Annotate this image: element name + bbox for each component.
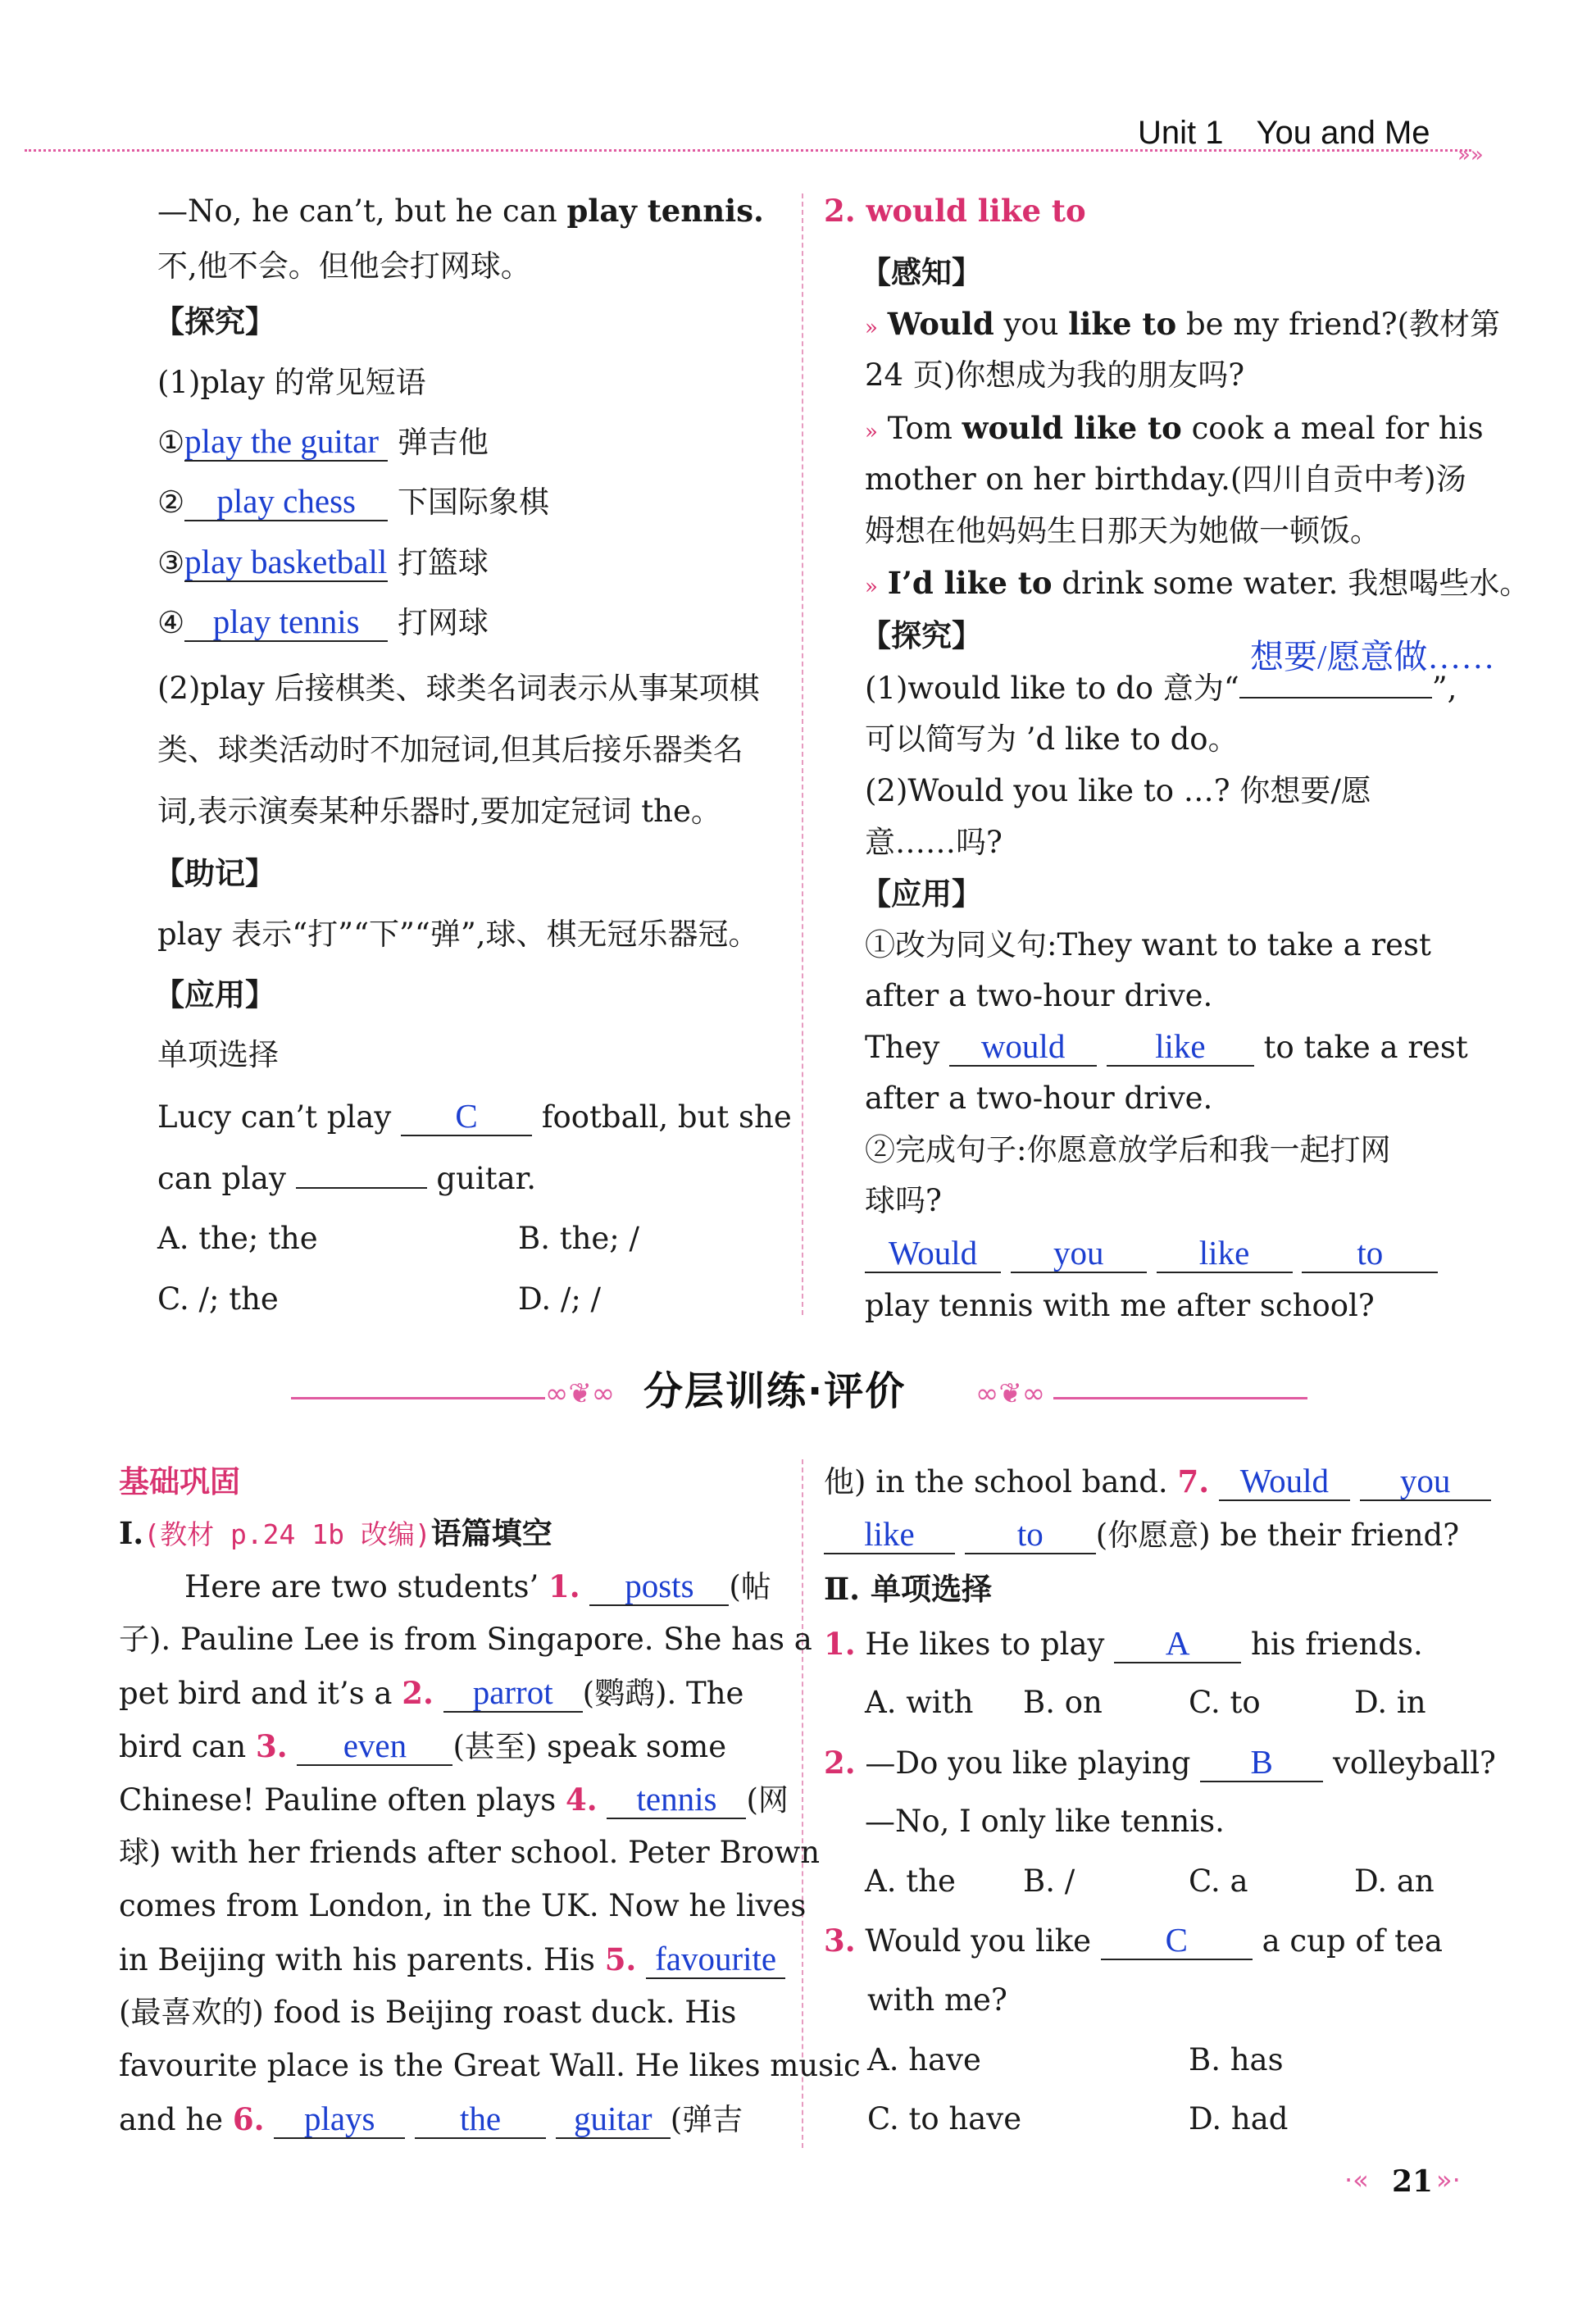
apply-answer-line: Would you like to — [865, 1234, 1438, 1275]
example-sentence-2-translation: 姆想在他妈妈生日那天为她做一顿饭。 — [865, 513, 1380, 548]
apply-line-3: They would like to take a rest — [865, 1027, 1468, 1065]
play-rule-line-2: 类、球类活动时不加冠词,但其后接乐器类名 — [157, 732, 743, 767]
example-sentence-1-translation: 24 页)你想成为我的朋友吗? — [865, 357, 1245, 393]
q3-option-d: D. had — [1189, 2101, 1289, 2136]
unit-title: You and Me — [1256, 115, 1430, 151]
explore-heading: 【探究】 — [154, 303, 275, 339]
unit-header — [1138, 115, 1430, 152]
passage-cont-line-1: 他) in the school band. 7. Would you — [824, 1461, 1491, 1503]
section-title: 分层训练·评价 — [643, 1368, 907, 1414]
apply-heading: 【应用】 — [154, 976, 275, 1012]
apply-line-5: ②完成句子:你愿意放学后和我一起打网 — [865, 1132, 1391, 1167]
phrase-item-4: ④ play tennis 打网球 — [157, 603, 489, 640]
q2-option-c: C. a — [1189, 1863, 1248, 1899]
unit-label: Unit 1 — [1138, 115, 1224, 151]
explore-heading-2: 【探究】 — [861, 617, 982, 653]
perceive-heading: 【感知】 — [861, 254, 982, 290]
explore-line-3: (2)Would you like to …? 你想要/愿 — [865, 773, 1371, 808]
apply-line-4: after a two-hour drive. — [865, 1081, 1213, 1116]
basic-heading: 基础巩固 — [119, 1463, 240, 1499]
part-ii-heading: Ⅱ. 单项选择 — [824, 1571, 992, 1607]
meaning-answer: 想要/愿意做…… — [1250, 638, 1495, 676]
option-b: B. the; / — [518, 1221, 639, 1256]
q1-option-c: C. to — [1189, 1685, 1261, 1720]
header-divider — [25, 149, 1471, 152]
option-d: D. /; / — [518, 1281, 602, 1317]
passage-line-6: 球) with her friends after school. Peter Brown — [119, 1835, 821, 1870]
section-rule-right — [1053, 1397, 1307, 1399]
memo-text: play 表示“打”“下”“弹”,球、棋无冠乐器冠。 — [157, 917, 759, 952]
passage-line-1: Here are two students’ 1. posts (帖 — [184, 1567, 771, 1604]
apply-line-8: play tennis with me after school? — [865, 1288, 1375, 1323]
page-ornament-right-icon: »· — [1436, 2164, 1461, 2196]
passage-line-3: pet bird and it’s a 2. parrot (鹦鹉). The — [119, 1673, 744, 1711]
passage-line-2: 子). Pauline Lee is from Singapore. She has a — [119, 1622, 812, 1657]
q3-option-a: A. have — [867, 2042, 981, 2077]
would-like-to-title: 2. would like to — [824, 193, 1086, 229]
passage-line-8: in Beijing with his parents. His 5. favourite — [119, 1939, 785, 1981]
passage-line-4: bird can 3. even (甚至) speak some — [119, 1727, 727, 1764]
phrase-item-2: ② play chess 下国际象棋 — [157, 482, 549, 520]
page-number: 21 — [1392, 2164, 1434, 2199]
section-ornament-right-icon: ∞❦∞ — [975, 1377, 1046, 1410]
single-choice-label: 单项选择 — [157, 1037, 279, 1072]
section-ornament-left-icon: ∞❦∞ — [545, 1377, 616, 1410]
mc-question-2: 2. —Do you like playing B volleyball? — [824, 1743, 1496, 1781]
q1-option-a: A. with — [865, 1685, 974, 1720]
passage-line-5: Chinese! Pauline often plays 4. tennis (网 — [119, 1780, 789, 1818]
passage-line-7: comes from London, in the UK. Now he lives — [119, 1888, 807, 1923]
dialog-translation: 不,他不会。但他会打网球。 — [157, 248, 531, 284]
double-chevron-icon: »» — [1457, 143, 1484, 167]
apply-line-1: ①改为同义句:They want to take a rest — [865, 927, 1431, 962]
question-line-2: can play guitar. — [157, 1161, 537, 1196]
q3-cont: with me? — [867, 1982, 1007, 2018]
passage-cont-line-2: like to (你愿意) be their friend? — [824, 1515, 1459, 1556]
passage-line-11: and he 6. plays the guitar (弹吉 — [119, 2100, 743, 2137]
play-rule-line-3: 词,表示演奏某种乐器时,要加定冠词 the。 — [157, 794, 721, 829]
q3-option-b: B. has — [1189, 2042, 1284, 2077]
explore-line-4: 意……吗? — [865, 825, 1003, 860]
section-rule-left — [291, 1397, 545, 1399]
apply-heading-2: 【应用】 — [861, 876, 982, 912]
play-rule-line-1: (2)play 后接棋类、球类名词表示从事某项棋 — [157, 671, 760, 706]
mc-question-3: 3. Would you like C a cup of tea — [824, 1921, 1443, 1959]
explore-line-2: 可以简写为 ’d like to do。 — [865, 721, 1239, 757]
apply-line-6: 球吗? — [865, 1183, 942, 1218]
apply-line-2: after a two-hour drive. — [865, 978, 1213, 1013]
option-a: A. the; the — [157, 1221, 318, 1256]
q2-option-d: D. an — [1354, 1863, 1435, 1899]
passage-line-10: favourite place is the Great Wall. He likes music — [119, 2048, 861, 2083]
example-sentence-3: » I’d like to drink some water. 我想喝些水。 — [865, 565, 1530, 601]
page-ornament-left-icon: ·« — [1344, 2164, 1369, 2196]
q3-option-c: C. to have — [867, 2101, 1022, 2136]
explore-line-1: (1)would like to do 意为“ ”, — [865, 671, 1457, 706]
phrase-item-3: ③play basketball 打篮球 — [157, 543, 489, 580]
question-line-1: Lucy can’t play C football, but she — [157, 1097, 792, 1135]
q1-option-d: D. in — [1354, 1685, 1426, 1720]
passage-line-9: (最喜欢的) food is Beijing roast duck. His — [119, 1995, 737, 2030]
example-sentence-2: » Tom would like to cook a meal for his — [865, 410, 1484, 446]
example-sentence-1: » Would you like to be my friend?(教材第 — [865, 306, 1500, 342]
play-phrases-intro: (1)play 的常见短语 — [157, 365, 426, 400]
q2-response: —No, I only like tennis. — [865, 1804, 1225, 1839]
column-divider-top — [802, 193, 803, 1315]
dialog-line: —No, he can’t, but he can play tennis. — [157, 193, 764, 229]
memo-heading: 【助记】 — [154, 855, 275, 891]
example-sentence-2-cont: mother on her birthday.(四川自贡中考)汤 — [865, 462, 1466, 497]
option-c: C. /; the — [157, 1281, 279, 1317]
column-divider-bottom — [802, 1459, 803, 2148]
part-i-heading: Ⅰ.(教材 p.24 1b 改编)语篇填空 — [119, 1515, 552, 1551]
phrase-item-1: ①play the guitar 弹吉他 — [157, 422, 489, 460]
mc-question-1: 1. He likes to play A his friends. — [824, 1624, 1423, 1662]
q1-option-b: B. on — [1023, 1685, 1103, 1720]
q2-option-b: B. / — [1023, 1863, 1075, 1899]
q2-option-a: A. the — [865, 1863, 956, 1899]
